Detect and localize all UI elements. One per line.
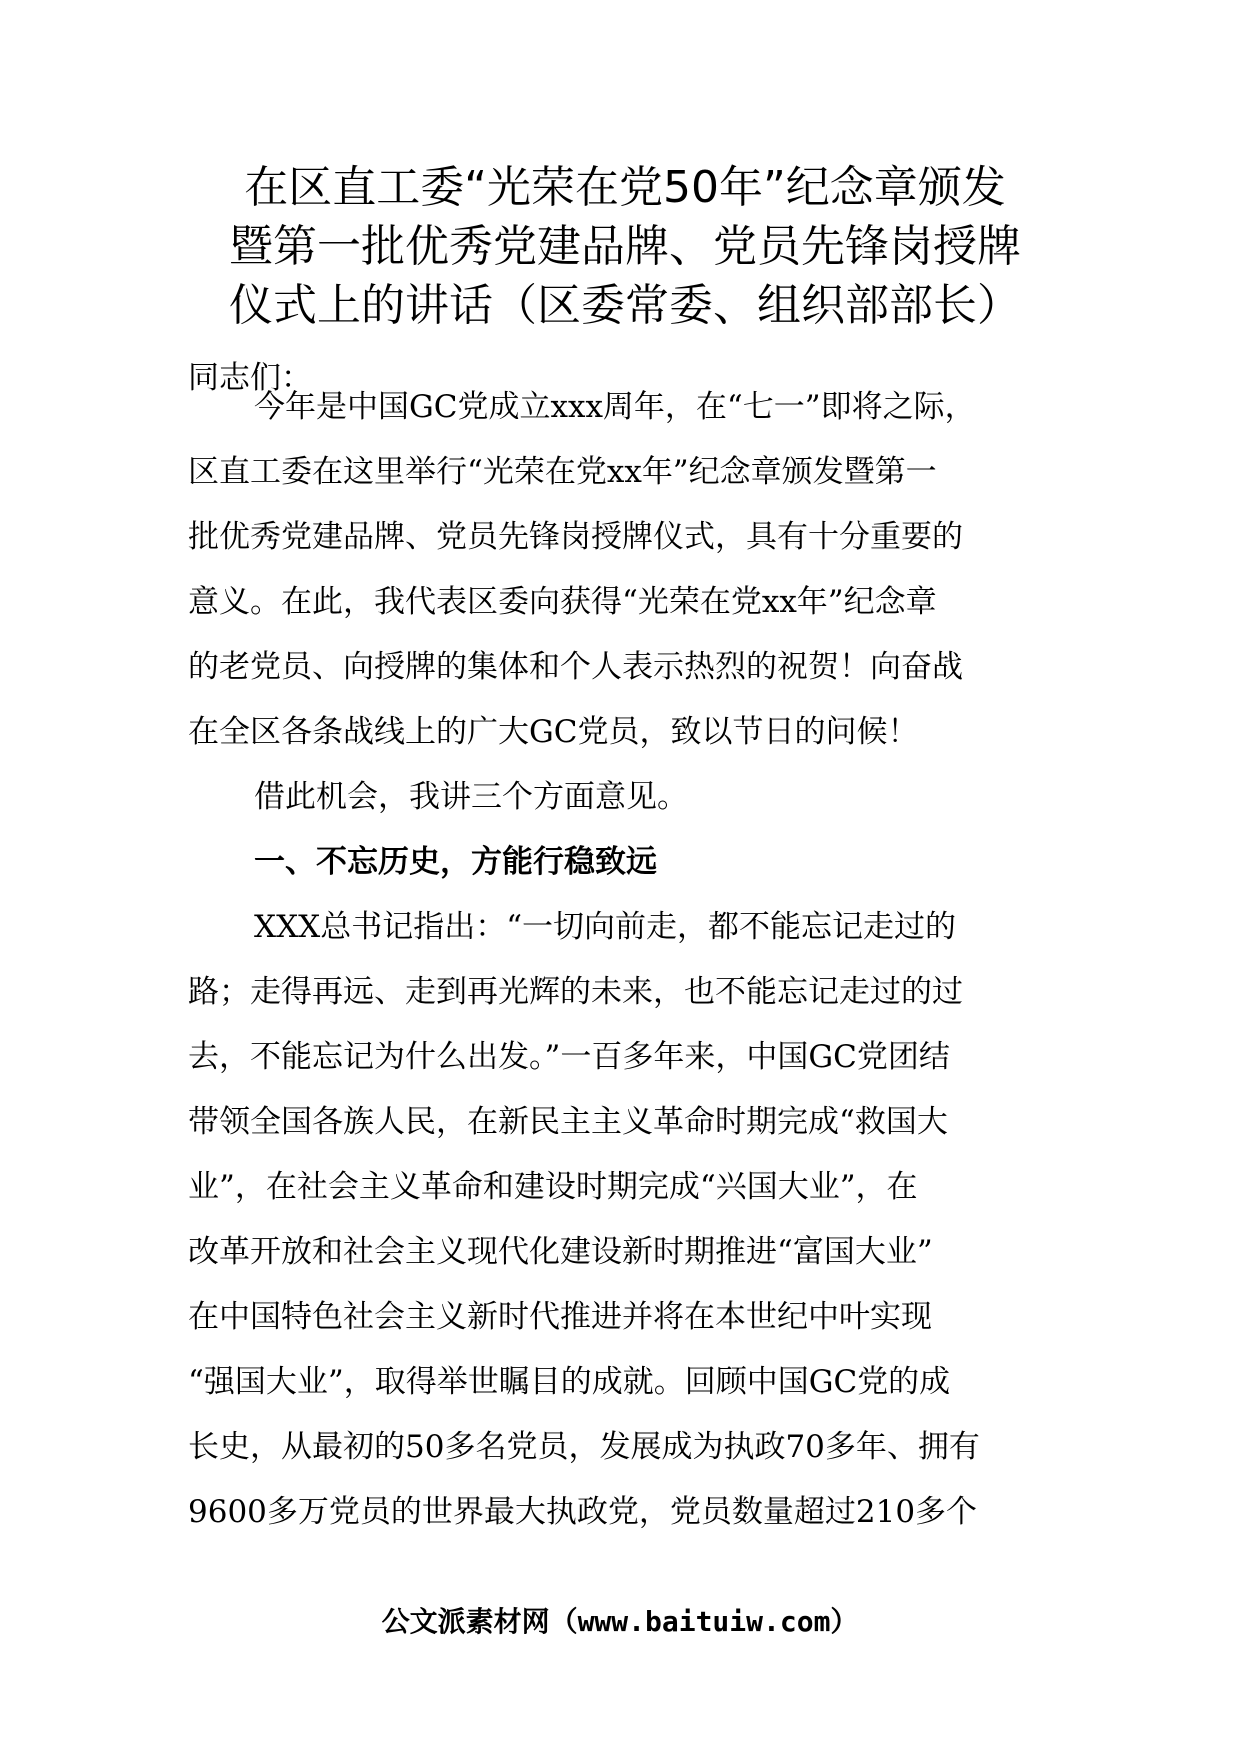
text-line: “强国大业”，取得举世瞩目的成就。回顾中国GC党的成 [188,1364,951,1400]
text-line: 去，不能忘记为什么出发。”一百多年来，中国GC党团结 [188,1039,950,1075]
paragraph-3 [188,895,1068,1545]
text-line: 今年是中国GC党成立xxx周年，在“七一”即将之际， [254,389,976,425]
paragraph-2 [188,765,1068,830]
text-line: 区直工委在这里举行“光荣在党xx年”纪念章颁发暨第一 [188,454,937,490]
document-body [188,375,1068,1545]
text-line: 业”，在社会主义革命和建设时期完成“兴国大业”，在 [188,1169,918,1205]
greeting: 同志们： [188,360,312,396]
text-line: 批优秀党建品牌、党员先锋岗授牌仪式，具有十分重要的 [188,519,963,555]
section-heading [188,830,1068,895]
text-line: 改革开放和社会主义现代化建设新时期推进“富国大业” [188,1234,933,1270]
document-title [180,158,1070,335]
text-line: 9600多万党员的世界最大执政党，党员数量超过210多个 [188,1494,978,1530]
text-line: 在中国特色社会主义新时代推进并将在本世纪中叶实现 [188,1299,932,1335]
text-line: 长史，从最初的50多名党员，发展成为执政70多年、拥有 [188,1429,980,1465]
text-line: 的老党员、向授牌的集体和个人表示热烈的祝贺！向奋战 [188,649,963,685]
title-line: 仪式上的讲话（区委常委、组织部部长） [229,280,1021,331]
text-line: 借此机会，我讲三个方面意见。 [254,779,688,815]
text-line: XXX总书记指出：“一切向前走，都不能忘记走过的 [254,909,957,945]
text-line: 路；走得再远、走到再光辉的未来，也不能忘记走过的过 [188,974,963,1010]
text-line: 在全区各条战线上的广大GC党员，致以节日的问候！ [188,714,919,750]
title-line: 暨第一批优秀党建品牌、党员先锋岗授牌 [229,221,1021,272]
page-footer: 公文派素材网（www.baituiw.com） [381,1605,859,1638]
title-line: 在区直工委“光荣在党50年”纪念章颁发 [244,162,1006,213]
section-heading-text: 一、不忘历史，方能行稳致远 [254,844,657,880]
text-line: 意义。在此，我代表区委向获得“光荣在党xx年”纪念章 [188,584,937,620]
text-line: 带领全国各族人民，在新民主主义革命时期完成“救国大 [188,1104,948,1140]
paragraph-1 [188,375,1068,765]
